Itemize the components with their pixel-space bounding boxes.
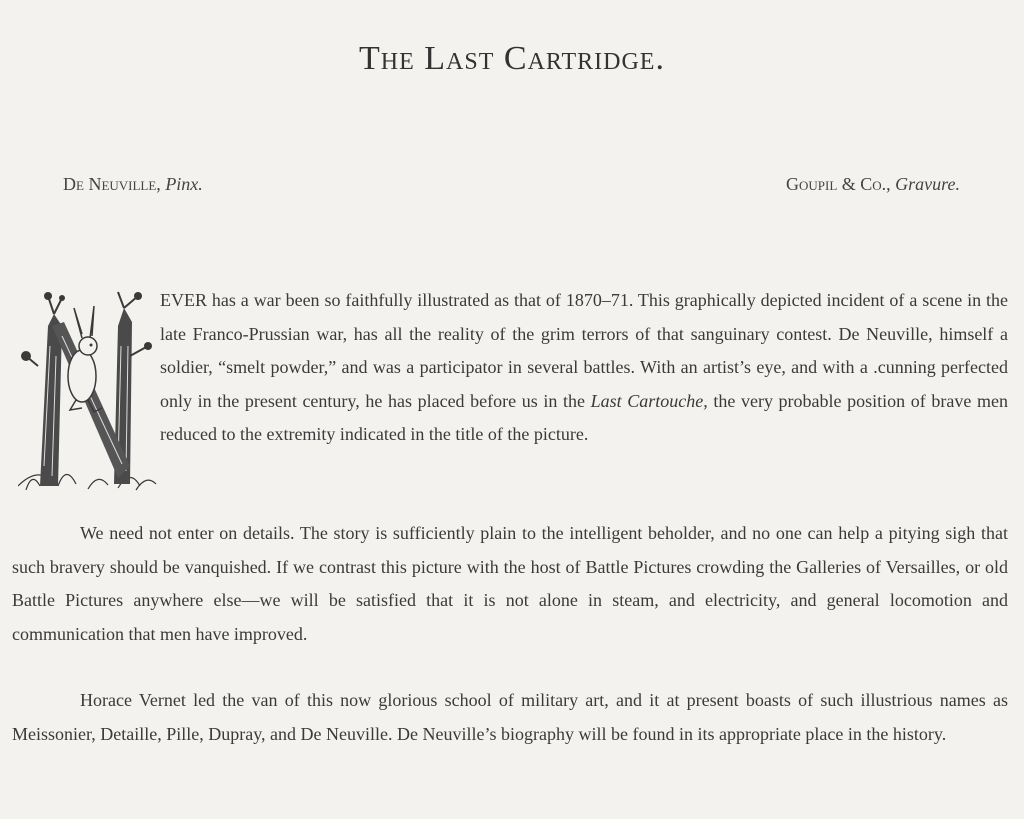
painter-role: Pinx. (165, 174, 203, 194)
decorated-initial-n-illustration (18, 286, 158, 492)
credit-painter (63, 174, 203, 195)
paragraph-1-tail: the very probable position of brave men reduced to the extremity indicated in the title of the picture. (160, 390, 1008, 444)
engraver-name: Goupil & Co., (786, 174, 891, 194)
paragraph-1-italic: Last Cartouche, (590, 390, 708, 411)
engraver-role: Gravure. (895, 174, 960, 194)
paragraph-1 (160, 284, 1008, 452)
page-title: The Last Cartridge. (359, 40, 665, 77)
paragraph-3: Horace Vernet led the van of this now glorious school of military art, and it at present boasts of such illustrious names as Meissonier, Detaille, Pille, Dupray, and De Neuville. De Neuville’s biography will be found in its appropriate place in the history. (12, 690, 1008, 744)
paragraph-2: We need not enter on details. The story is sufficiently plain to the intelligent beholder, and no one can help a pitying sigh that such bravery should be vanquished. If we contrast this picture with the host of Battle Pictures crowding the Galleries of Versailles, or old Battle Pictures anywhere else—we will be satisfied that it is not alone in steam, and electricity, and general locomotion and communication that men have improved. (12, 523, 1008, 644)
credit-engraver (786, 174, 960, 195)
painter-name: De Neuville, (63, 174, 161, 194)
paragraph-1-lead: EVER has a war been so faithfully illustrated as that of 1870–71. This graphically depicted incident of a scene in the late Franco-Prussian war, has all the reality of the grim terrors of that sanguinary contest. De Neuville, himself a soldier, “smelt powder,” and was a participator in several battles. With an artist’s eye, and with a .cunning perfected only in the present century, he has placed before us in the (160, 290, 1008, 411)
